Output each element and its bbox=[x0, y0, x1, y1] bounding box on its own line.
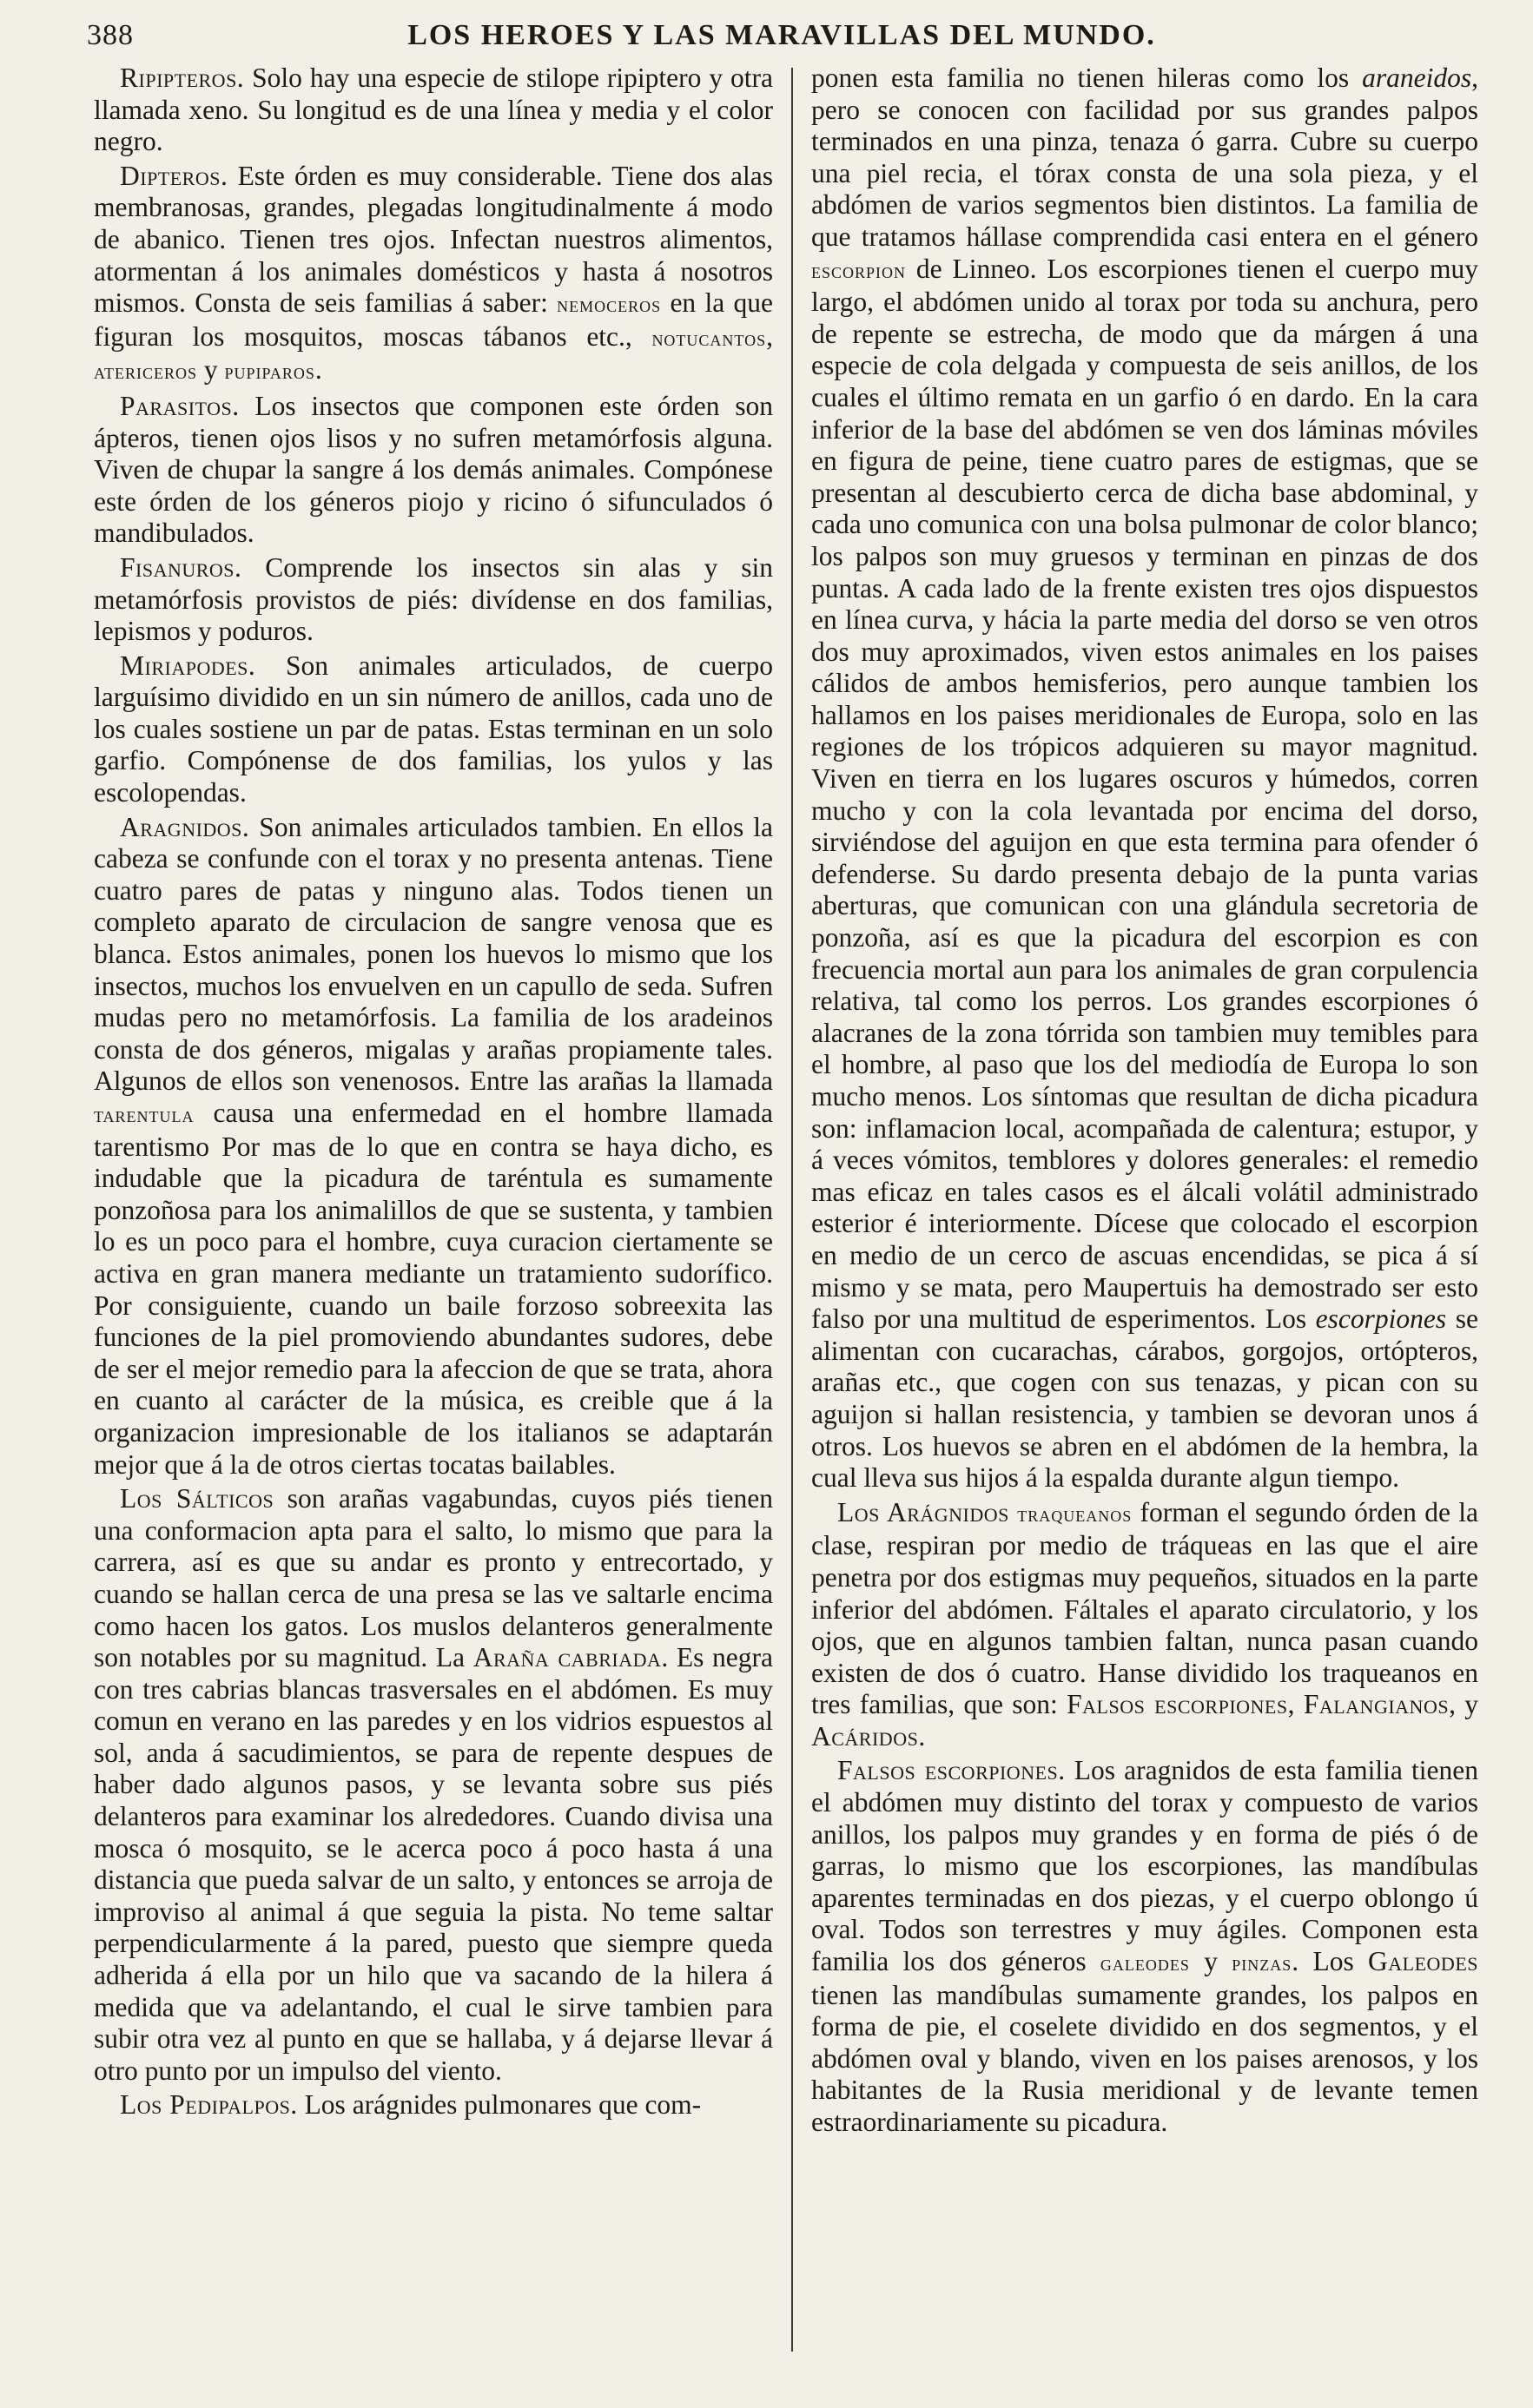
taxon-term: Galeodes bbox=[1368, 1946, 1478, 1977]
taxon-term: galeodes bbox=[1100, 1950, 1190, 1976]
paragraph-text: . bbox=[314, 354, 322, 386]
taxon-term: nemoceros bbox=[557, 292, 662, 318]
paragraph-falsos-escorpiones bbox=[811, 1755, 1478, 2138]
paragraph-text: Este órden es muy considerable. Tiene dos alas membranosas, grandes, plegadas longitudinalmente á modo de abanico. Tienen tres ojos. Infectan nuestros alimentos, atormentan á los animales domésticos y hasta á nosotros mismos. Consta de seis familias á saber: bbox=[94, 160, 773, 319]
taxon-term: pupiparos bbox=[224, 359, 315, 385]
paragraph-pedipalpos bbox=[94, 2089, 773, 2121]
paragraph-parasitos bbox=[94, 391, 773, 550]
paragraph-text: . Los bbox=[1292, 1946, 1369, 1977]
paragraph-text: tienen las mandíbulas sumamente grandes, los palpos en forma de pie, el coselete dividido en dos segmentos, y el abdómen oval y blando, viven en los paises arenosos, y los habitantes de la Rusia meridional y de levante temen estraordinariamente su picadura. bbox=[811, 1979, 1478, 2137]
paragraph-text: de Linneo. Los escorpiones tienen el cuerpo muy largo, el abdómen unido al torax por toda su anchura, pero de repente se estrecha, de modo que da márgen á una especie de cola delgada y compuesta de seis anillos, de los cuales el último remata en un garfio ó en dardo. En la cara inferior de la base del abdómen se ven dos láminas móviles en figura de peine, tiene cuatro pares de estigmas, que se presentan al descubierto cerca de dicha base abdominal, y cada uno comunica con una bolsa pulmonar de color blanco; los palpos son muy gruesos y terminan en pinzas de dos puntas. A cada lado de la frente existen tres ojos dispuestos en línea curva, y hácia la parte media del dorso se ven otros dos muy aproximados, viven estos animales en los paises cálidos de ambos hemisferios, pero aunque tambien los hallamos en los paises meridionales de Europa, solo en las regiones de los trópicos adquieren su mayor magnitud. Viven en tierra en los lugares oscuros y húmedos, corren mucho y con la cola levantada por encima del dorso, sirviéndose del aguijon en que esta termina para ofender ó defenderse. Su dardo presenta debajo de la punta varias aberturas, que comunican con una glándula secretoria de ponzoña, así es que la picadura del escorpion es con frecuencia mortal aun para los animales de gran corpulencia relativa, tal como los perros. Los grandes escorpiones ó alacranes de la zona tórrida son tambien muy temibles para el hombre, al paso que los del mediodía de Europa lo son mucho menos. Los síntomas que resultan de dicha picadura son: inflamacion local, acompañada de calentura; estupor, y á veces vómitos, temblores y dolores generales: el remedio mas eficaz en tales casos es el álcali volátil administrado esterior é interiormente. Dícese que colocado el escorpion en medio de un cerco de ascuas encendidas, se pica á sí mismo y se mata, pero Maupertuis ha demostrado ser esto falso por una multitud de esperimentos. Los bbox=[811, 253, 1478, 1335]
taxon-term: notucantos bbox=[651, 325, 767, 351]
paragraph-text: , pero se conocen con facilidad por sus grandes palpos terminados en una pinza, tenaza ó garra. Cubre su cuerpo una piel recia, el tórax consta de una sola pieza, y el abdómen de varios segmentos bien distintos. La familia de que tratamos hállase comprendida casi entera en el género bbox=[811, 63, 1478, 252]
paragraph-text: ponen esta familia no tienen hileras como los bbox=[811, 63, 1363, 93]
taxon-term: atericeros bbox=[94, 359, 198, 385]
paragraph-salticos bbox=[94, 1483, 773, 2087]
italic-term: araneidos bbox=[1362, 63, 1472, 93]
taxon-term: escorpion bbox=[811, 257, 907, 283]
paragraph-text: forman el segundo órden de la clase, respiran por medio de tráqueas en las que el aire penetra por dos estigmas muy pequeños, situados en la parte inferior del abdómen. Fáltales el aparato circulatorio, y los ojos, que en algunos tambien faltan, nunca pasan cuando existen de dos ó cuatro. Hanse dividido los traqueanos en tres familias, que son: bbox=[811, 1496, 1478, 1720]
right-column bbox=[811, 63, 1478, 2364]
paragraph-text: y bbox=[1189, 1946, 1232, 1977]
section-head: Los Pedipalpos. bbox=[120, 2089, 298, 2121]
section-head: Aragnidos. bbox=[120, 811, 250, 842]
paragraph-text: Son animales articulados tambien. En ellos la cabeza se confunde con el torax y no presenta antenas. Tiene cuatro pares de patas y ninguno alas. Todos tienen un completo aparato de circulacion de sangre venosa que es blanca. Estos animales, ponen los huevos lo mismo que los insectos, muchos los envuelven en un capullo de seda. Sufren mudas pero no metamórfosis. La familia de los aradeinos consta de dos géneros, migalas y arañas propiamente tales. Algunos de ellos son venenosos. Entre las arañas la llamada bbox=[94, 811, 773, 1097]
paragraph-text: y bbox=[197, 354, 225, 386]
left-column bbox=[94, 63, 773, 2364]
section-head: Los Sálticos bbox=[120, 1483, 274, 1514]
paragraph-text: Comprende los insectos sin alas y sin metamórfosis provistos de piés: divídense en dos familias, lepismos y poduros. bbox=[94, 551, 773, 647]
section-head: Dipteros. bbox=[120, 160, 228, 191]
taxon-term: tarentula bbox=[94, 1102, 195, 1127]
section-head: Falsos escorpiones. bbox=[837, 1755, 1066, 1786]
paragraph-text: . Es negra con tres cabrias blancas trasversales en el abdómen. Es muy comun en verano en las paredes y en los vidrios espuestos al sol, anda á sacudimientos, se para de repente despues de haber dado algunos pasos, y se levanta sobre sus piés delanteros para examinar los alrededores. Cuando divisa una mosca ó mosquito, se le acerca poco á poco hasta á una distancia que pueda salvar de un salto, y entonces se arroja de improviso al animal á que seguia la pista. No teme saltar perpendicularmente á la pared, puesto que siempre queda adherida á ella por un hilo que va sacando de la hilera á medida que va adelantando, el cual le sirve tambien para subir otra vez al punto en que se hallaba, y á dejarse llevar á otro punto por un impulso del viento. bbox=[94, 1642, 773, 2086]
section-head: Ripipteros. bbox=[120, 63, 245, 93]
page-number: 388 bbox=[87, 19, 134, 51]
paragraph-text: en la que figuran los mosquitos, moscas tábanos etc., bbox=[94, 287, 773, 352]
paragraph-text: causa una enfermedad en el hombre llamada tarentismo Por mas de lo que en contra se haya dicho, es indudable que la picadura de taréntula es sumamente ponzoñosa para los animalillos de que se sustenta, y tambien lo es un poco para el hombre, cuya curacion ciertamente se activa en gran manera mediante un tratamiento sudorífico. Por consiguiente, cuando un baile forzoso sobreexita las funciones de la piel promoviendo abundantes sudores, debe de ser el mejor remedio para la afeccion de que se trata, ahora en cuanto al carácter de la música, es creible que á la organizacion impresionable de los italianos se adaptarán mejor que á la de otros ciertas tocatas bailables. bbox=[94, 1098, 773, 1480]
paragraph-text: , bbox=[766, 320, 773, 352]
page-header bbox=[87, 19, 1477, 59]
italic-term: escorpiones bbox=[1315, 1303, 1447, 1335]
section-head: Parasitos. bbox=[120, 390, 240, 421]
taxon-term: Acáridos bbox=[811, 1720, 919, 1752]
taxon-term: Falsos escorpiones bbox=[1067, 1689, 1288, 1720]
paragraph-text: Son animales articulados, de cuerpo larguísimo dividido en un sin número de anillos, cada uno de los cuales sostiene un par de patas. Estas terminan en un solo garfio. Compónense de dos familias, los yulos y las escolopendas. bbox=[94, 650, 773, 808]
paragraph-dipteros bbox=[94, 161, 773, 388]
taxon-term: Falangianos bbox=[1303, 1689, 1450, 1720]
paragraph-text: . bbox=[918, 1720, 926, 1752]
paragraph-text: se alimentan con cucarachas, cárabos, gorgojos, ortópteros, arañas etc., que cogen con sus tenazas, y pican con su aguijon si hallan resistencia, y tambien se devoran unos á otros. Los huevos se abren en el abdómen de la hembra, la cual lleva sus hijos á la espalda durante algun tiempo. bbox=[811, 1303, 1478, 1494]
section-head: Fisanuros. bbox=[120, 551, 242, 583]
taxon-term: Araña cabriada bbox=[472, 1642, 662, 1673]
paragraph-text: son arañas vagabundas, cuyos piés tienen una conformacion apta para el salto, lo mismo que para la carrera, así es que su andar es pronto y entrecortado, y cuando se hallan cerca de una presa se las ve saltarle encima como hacen los gatos. Los muslos delanteros generalmente son notables por su magnitud. La bbox=[94, 1483, 773, 1673]
paragraph-text: Los insectos que componen este órden son ápteros, tienen ojos lisos y no sufren metamórfosis alguna. Viven de chupar la sangre á los demás animales. Compónese este órden de los géneros piojo y ricino ó sifunculados ó mandibulados. bbox=[94, 390, 773, 549]
paragraph-traqueanos bbox=[811, 1497, 1478, 1753]
running-title: LOS HEROES Y LAS MARAVILLAS DEL MUNDO. bbox=[407, 19, 1156, 51]
paragraph-text: Los aragnidos de esta familia tienen el abdómen muy distinto del torax y compuesto de varios anillos, los palpos muy grandes y en forma de piés ó de garras, lo mismo que los escorpiones, las mandíbulas aparentes terminadas en dos piezas, y el cuerpo oblongo ú oval. Todos son terrestres y muy ágiles. Componen esta familia los dos géneros bbox=[811, 1755, 1478, 1977]
paragraph-text: , bbox=[1287, 1689, 1304, 1720]
paragraph-ripipteros bbox=[94, 63, 773, 158]
paragraph-escorpiones bbox=[811, 63, 1478, 1494]
taxon-term: pinzas bbox=[1232, 1950, 1292, 1976]
paragraph-aragnidos bbox=[94, 812, 773, 1481]
column-divider bbox=[791, 68, 793, 2352]
taxon-term: traqueanos bbox=[1017, 1501, 1133, 1527]
paragraph-text: Solo hay una especie de stilope ripiptero y otra llamada xeno. Su longitud es de una línea y media y el color negro. bbox=[94, 63, 773, 157]
section-head: Miriapodes. bbox=[120, 650, 256, 681]
paragraph-fisanuros bbox=[94, 552, 773, 648]
section-head: Los Arágnidos bbox=[837, 1496, 1009, 1527]
paragraph-text: , y bbox=[1449, 1689, 1478, 1720]
paragraph-miriapodes bbox=[94, 650, 773, 809]
paragraph-text: Los arágnides pulmonares que com- bbox=[297, 2089, 702, 2121]
